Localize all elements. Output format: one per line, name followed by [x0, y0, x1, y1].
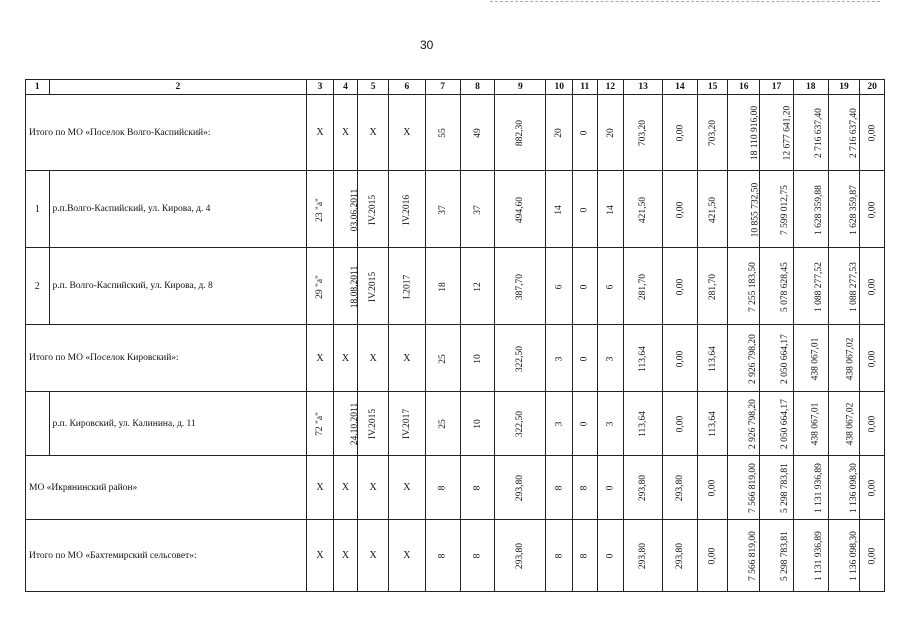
cell-col-20-text: 0,00	[867, 547, 878, 565]
cell-col-11	[573, 456, 598, 520]
cell-col-19-text: 2 716 637,40	[848, 108, 859, 158]
cell-col-9-text: 882,30	[515, 119, 526, 147]
cell-col-11-text: 0	[579, 130, 590, 136]
cell-col-12	[597, 95, 624, 171]
cell-col-5-text: IV.2015	[368, 408, 379, 440]
cell-col-14-text: 0,00	[674, 350, 685, 367]
subtotal-row	[26, 95, 885, 171]
cell-col-12-text: 6	[605, 284, 616, 289]
row-number	[26, 392, 50, 456]
cell-col-8-text: 8	[472, 553, 483, 559]
cell-col-11	[573, 95, 598, 171]
cell-col-19	[828, 248, 860, 325]
cell-col-7	[425, 392, 460, 456]
cell-col-18	[793, 95, 828, 171]
cell-col-5	[358, 392, 389, 456]
cell-col-6	[388, 392, 425, 456]
cell-col-12	[597, 456, 624, 520]
row-label: МО «Икрянинский район»	[26, 456, 307, 520]
cell-col-3: Х	[307, 95, 334, 171]
row-label: Итого по МО «Поселок Кировский»:	[26, 325, 307, 392]
cell-col-20-text: 0,00	[867, 201, 878, 218]
cell-col-3: Х	[307, 520, 334, 592]
cell-col-16	[728, 392, 760, 456]
cell-col-7-text: 18	[437, 281, 448, 292]
row-label: р.п. Кировский, ул. Калинина, д. 11	[49, 392, 307, 456]
cell-col-7	[425, 520, 460, 592]
cell-col-18-text: 1 088 277,52	[813, 261, 824, 312]
cell-col-17-text: 5 298 783,81	[780, 463, 791, 513]
cell-col-18-text: 1 131 936,89	[813, 463, 824, 513]
cell-col-3	[307, 392, 334, 456]
cell-col-17	[760, 456, 794, 520]
cell-col-3-text: 23 "а"	[314, 197, 325, 222]
cell-col-3: Х	[307, 325, 334, 392]
cell-col-17-text: 7 599 012,75	[780, 184, 791, 235]
cell-col-15-text: 421,50	[707, 196, 718, 223]
cell-col-13	[624, 520, 663, 592]
cell-col-20	[860, 325, 885, 392]
cell-col-15-text: 113,64	[707, 411, 718, 437]
cell-col-17	[760, 95, 794, 171]
cell-col-9	[495, 456, 546, 520]
cell-col-5-text: IV.2015	[368, 194, 379, 225]
cell-col-15-text: 703,20	[707, 119, 718, 147]
row-label: р.п.Волго-Каспийский, ул. Кирова, д. 4	[49, 171, 307, 248]
cell-col-8-text: 8	[472, 485, 483, 491]
page-number: 30	[420, 38, 434, 52]
column-header: 14	[663, 80, 698, 95]
cell-col-20-text: 0,00	[867, 278, 878, 295]
cell-col-10	[546, 520, 573, 592]
cell-col-4: Х	[333, 456, 358, 520]
cell-col-14-text: 0,00	[674, 124, 685, 142]
cell-col-10-text: 6	[554, 284, 565, 289]
column-header: 6	[388, 80, 425, 95]
cell-col-19	[828, 95, 860, 171]
cell-col-9	[495, 392, 546, 456]
cell-col-7	[425, 456, 460, 520]
cell-col-12-text: 3	[605, 356, 616, 361]
cell-col-13	[624, 95, 663, 171]
cell-col-9	[495, 248, 546, 325]
cell-col-16-text: 7 566 819,00	[748, 531, 759, 581]
column-header: 8	[460, 80, 495, 95]
table-row	[26, 171, 885, 248]
cell-col-11	[573, 392, 598, 456]
cell-col-14	[663, 171, 698, 248]
cell-col-15-text: 113,64	[707, 345, 718, 372]
cell-col-16-text: 7 566 819,00	[748, 463, 759, 513]
cell-col-17-text: 2 050 664,17	[780, 399, 791, 449]
cell-col-9-text: 322,50	[515, 410, 526, 438]
cell-col-11-text: 0	[579, 421, 590, 427]
cell-col-9-text: 293,80	[515, 474, 526, 502]
cell-col-4	[333, 392, 358, 456]
cell-col-11-text: 0	[579, 284, 590, 289]
cell-col-15	[697, 392, 728, 456]
cell-col-20	[860, 520, 885, 592]
subtotal-row	[26, 456, 885, 520]
cell-col-11	[573, 520, 598, 592]
cell-col-14-text: 0,00	[674, 415, 685, 433]
cell-col-13-text: 281,70	[638, 273, 649, 300]
cell-col-15-text: 0,00	[707, 547, 718, 565]
cell-col-5: Х	[358, 325, 389, 392]
cell-col-13	[624, 325, 663, 392]
row-label: Итого по МО «Бахтемирский сельсовет»:	[26, 520, 307, 592]
cell-col-6	[388, 248, 425, 325]
cell-col-15	[697, 325, 728, 392]
cell-col-19-text: 438 067,02	[845, 337, 855, 380]
cell-col-17-text: 12 677 641,20	[782, 105, 793, 161]
cell-col-12-text: 20	[605, 128, 616, 138]
cell-col-10-text: 14	[554, 204, 565, 215]
cell-col-7-text: 25	[437, 353, 448, 364]
cell-col-18	[793, 171, 828, 248]
cell-col-18	[793, 520, 828, 592]
cell-col-9-text: 293,80	[515, 542, 526, 570]
cell-col-11-text: 0	[579, 356, 590, 361]
cell-col-16	[728, 520, 760, 592]
cell-col-11-text: 8	[579, 485, 590, 491]
cell-col-5	[358, 171, 389, 248]
cell-col-15	[697, 248, 728, 325]
cell-col-15	[697, 171, 728, 248]
cell-col-18-text: 1 131 936,89	[813, 531, 824, 581]
cell-col-7-text: 25	[437, 419, 448, 429]
cell-col-13	[624, 456, 663, 520]
cell-col-17-text: 5 078 628,45	[780, 261, 791, 312]
cell-col-12	[597, 248, 624, 325]
cell-col-19	[828, 171, 860, 248]
cell-col-8	[460, 520, 495, 592]
cell-col-13	[624, 171, 663, 248]
cell-col-19-text: 1 628 359,87	[848, 184, 859, 235]
cell-col-17-text: 5 298 783,81	[780, 531, 791, 581]
cell-col-4: Х	[333, 325, 358, 392]
cell-col-8-text: 10	[472, 353, 483, 364]
column-header: 13	[624, 80, 663, 95]
cell-col-4-text: 03.06.2011	[349, 188, 360, 231]
cell-col-12	[597, 325, 624, 392]
cell-col-14	[663, 325, 698, 392]
cell-col-6: Х	[388, 520, 425, 592]
cell-col-12-text: 0	[605, 485, 616, 491]
cell-col-7-text: 8	[437, 485, 448, 491]
cell-col-20-text: 0,00	[867, 479, 878, 497]
cell-col-17	[760, 325, 794, 392]
column-header: 11	[573, 80, 598, 95]
cell-col-10-text: 3	[554, 356, 565, 361]
cell-col-16	[728, 325, 760, 392]
cell-col-9-text: 322,50	[515, 345, 526, 372]
cell-col-10	[546, 456, 573, 520]
column-header: 16	[728, 80, 760, 95]
cell-col-6	[388, 171, 425, 248]
cell-col-20	[860, 171, 885, 248]
row-number: 1	[26, 171, 50, 248]
column-header: 4	[333, 80, 358, 95]
cell-col-6-text: I.2017	[401, 274, 412, 299]
cell-col-3-text: 29 "а"	[314, 274, 325, 299]
cell-col-19	[828, 325, 860, 392]
cell-col-13-text: 293,80	[638, 542, 649, 570]
cell-col-15-text: 0,00	[707, 479, 718, 497]
cell-col-19	[828, 456, 860, 520]
cell-col-10	[546, 248, 573, 325]
cell-col-15	[697, 95, 728, 171]
cell-col-8	[460, 325, 495, 392]
column-header: 19	[828, 80, 860, 95]
cell-col-3	[307, 248, 334, 325]
cell-col-20-text: 0,00	[867, 415, 878, 433]
cell-col-4: Х	[333, 95, 358, 171]
cell-col-16-text: 2 926 798,20	[748, 399, 759, 449]
row-number: 2	[26, 248, 50, 325]
cell-col-8	[460, 95, 495, 171]
cell-col-10-text: 20	[554, 128, 565, 138]
cell-col-5: Х	[358, 456, 389, 520]
column-header: 15	[697, 80, 728, 95]
cell-col-6: Х	[388, 95, 425, 171]
cell-col-10-text: 8	[554, 553, 565, 559]
cell-col-14	[663, 456, 698, 520]
cell-col-20	[860, 456, 885, 520]
cell-col-13	[624, 248, 663, 325]
column-header: 20	[860, 80, 885, 95]
cell-col-12-text: 14	[605, 204, 616, 215]
cell-col-14-text: 293,80	[674, 542, 685, 570]
cell-col-16-text: 2 926 798,20	[748, 333, 759, 384]
cell-col-8	[460, 392, 495, 456]
column-header: 10	[546, 80, 573, 95]
cell-col-8	[460, 456, 495, 520]
cell-col-18-text: 2 716 637,40	[813, 108, 824, 158]
cell-col-10-text: 3	[554, 421, 565, 427]
cell-col-11	[573, 248, 598, 325]
cell-col-12-text: 3	[605, 421, 616, 427]
column-header: 17	[760, 80, 794, 95]
cell-col-19-text: 1 136 098,30	[848, 463, 859, 513]
cell-col-4	[333, 248, 358, 325]
cell-col-15	[697, 520, 728, 592]
cell-col-12	[597, 520, 624, 592]
cell-col-7-text: 55	[437, 128, 448, 138]
cell-col-20	[860, 248, 885, 325]
cell-col-20-text: 0,00	[867, 350, 878, 367]
row-label: Итого по МО «Поселок Волго-Каспийский»:	[26, 95, 307, 171]
column-header: 7	[425, 80, 460, 95]
cell-col-14	[663, 95, 698, 171]
cell-col-16	[728, 171, 760, 248]
cell-col-14	[663, 520, 698, 592]
subtotal-row	[26, 325, 885, 392]
cell-col-8-text: 10	[472, 419, 483, 429]
cell-col-5: Х	[358, 520, 389, 592]
cell-col-7	[425, 248, 460, 325]
cell-col-16-text: 10 855 732,50	[750, 182, 761, 237]
cell-col-7	[425, 171, 460, 248]
cell-col-9	[495, 95, 546, 171]
column-header: 18	[793, 80, 828, 95]
cell-col-5-text: IV.2015	[368, 271, 379, 302]
cell-col-19	[828, 392, 860, 456]
cell-col-14	[663, 248, 698, 325]
cell-col-15-text: 281,70	[707, 273, 718, 300]
cell-col-16-text: 18 110 916,00	[750, 105, 761, 161]
cell-col-8	[460, 248, 495, 325]
cell-col-7-text: 8	[437, 553, 448, 559]
cell-col-19	[828, 520, 860, 592]
table-row	[26, 392, 885, 456]
cell-col-13-text: 421,50	[638, 196, 649, 223]
cell-col-11	[573, 325, 598, 392]
cell-col-18-text: 438 067,01	[810, 402, 821, 446]
cell-col-19-text: 438 067,02	[845, 402, 855, 446]
cell-col-4-text: 18.08.2011	[349, 265, 360, 308]
cell-col-20-text: 0,00	[867, 124, 878, 142]
cell-col-5	[358, 248, 389, 325]
top-scan-line	[490, 1, 880, 2]
cell-col-19-text: 1 088 277,53	[848, 261, 859, 312]
cell-col-16	[728, 95, 760, 171]
cell-col-4-text: 24.10.2011	[349, 402, 360, 446]
cell-col-18	[793, 325, 828, 392]
cell-col-6-text: IV.2016	[401, 194, 412, 225]
cell-col-10-text: 8	[554, 485, 565, 491]
cell-col-12	[597, 171, 624, 248]
subtotal-row	[26, 520, 885, 592]
cell-col-14	[663, 392, 698, 456]
column-header: 12	[597, 80, 624, 95]
cell-col-7-text: 37	[437, 204, 448, 215]
cell-col-18	[793, 392, 828, 456]
cell-col-3-text: 72 "а"	[314, 412, 325, 436]
cell-col-6: Х	[388, 325, 425, 392]
cell-col-12	[597, 392, 624, 456]
cell-col-18-text: 1 628 359,88	[813, 184, 824, 235]
cell-col-10	[546, 325, 573, 392]
cell-col-3: Х	[307, 456, 334, 520]
column-header: 3	[307, 80, 334, 95]
cell-col-4: Х	[333, 520, 358, 592]
cell-col-9-text: 387,70	[515, 273, 526, 300]
cell-col-13	[624, 392, 663, 456]
cell-col-17	[760, 171, 794, 248]
cell-col-11-text: 8	[579, 553, 590, 559]
cell-col-11-text: 0	[579, 207, 590, 212]
cell-col-14-text: 293,80	[674, 474, 685, 502]
data-table	[25, 79, 885, 592]
cell-col-17-text: 2 050 664,17	[780, 333, 791, 384]
cell-col-6: Х	[388, 456, 425, 520]
cell-col-8	[460, 171, 495, 248]
cell-col-9	[495, 325, 546, 392]
cell-col-6-text: IV.2017	[401, 408, 412, 440]
cell-col-13-text: 293,80	[638, 474, 649, 502]
column-header: 2	[49, 80, 307, 95]
cell-col-12-text: 0	[605, 553, 616, 559]
cell-col-19-text: 1 136 098,30	[848, 531, 859, 581]
cell-col-17	[760, 520, 794, 592]
column-header: 5	[358, 80, 389, 95]
cell-col-9-text: 494,60	[515, 196, 526, 223]
column-header: 1	[26, 80, 50, 95]
cell-col-20	[860, 95, 885, 171]
cell-col-13-text: 113,64	[638, 411, 649, 437]
cell-col-5: Х	[358, 95, 389, 171]
cell-col-16-text: 7 255 183,50	[748, 261, 759, 312]
cell-col-4	[333, 171, 358, 248]
cell-col-8-text: 49	[472, 128, 483, 138]
cell-col-17	[760, 248, 794, 325]
cell-col-9	[495, 520, 546, 592]
cell-col-11	[573, 171, 598, 248]
cell-col-10	[546, 392, 573, 456]
column-header: 9	[495, 80, 546, 95]
cell-col-18	[793, 248, 828, 325]
cell-col-7	[425, 325, 460, 392]
cell-col-8-text: 37	[472, 204, 483, 215]
cell-col-10	[546, 95, 573, 171]
row-label: р.п. Волго-Каспийский, ул. Кирова, д. 8	[49, 248, 307, 325]
cell-col-20	[860, 392, 885, 456]
cell-col-7	[425, 95, 460, 171]
cell-col-17	[760, 392, 794, 456]
header-row	[26, 80, 885, 95]
cell-col-10	[546, 171, 573, 248]
cell-col-16	[728, 248, 760, 325]
cell-col-9	[495, 171, 546, 248]
cell-col-18-text: 438 067,01	[810, 337, 821, 380]
cell-col-18	[793, 456, 828, 520]
cell-col-16	[728, 456, 760, 520]
cell-col-14-text: 0,00	[674, 278, 685, 295]
cell-col-15	[697, 456, 728, 520]
cell-col-13-text: 113,64	[638, 345, 649, 372]
cell-col-3	[307, 171, 334, 248]
cell-col-8-text: 12	[472, 281, 483, 292]
table-row	[26, 248, 885, 325]
cell-col-13-text: 703,20	[638, 119, 649, 147]
cell-col-14-text: 0,00	[674, 201, 685, 218]
